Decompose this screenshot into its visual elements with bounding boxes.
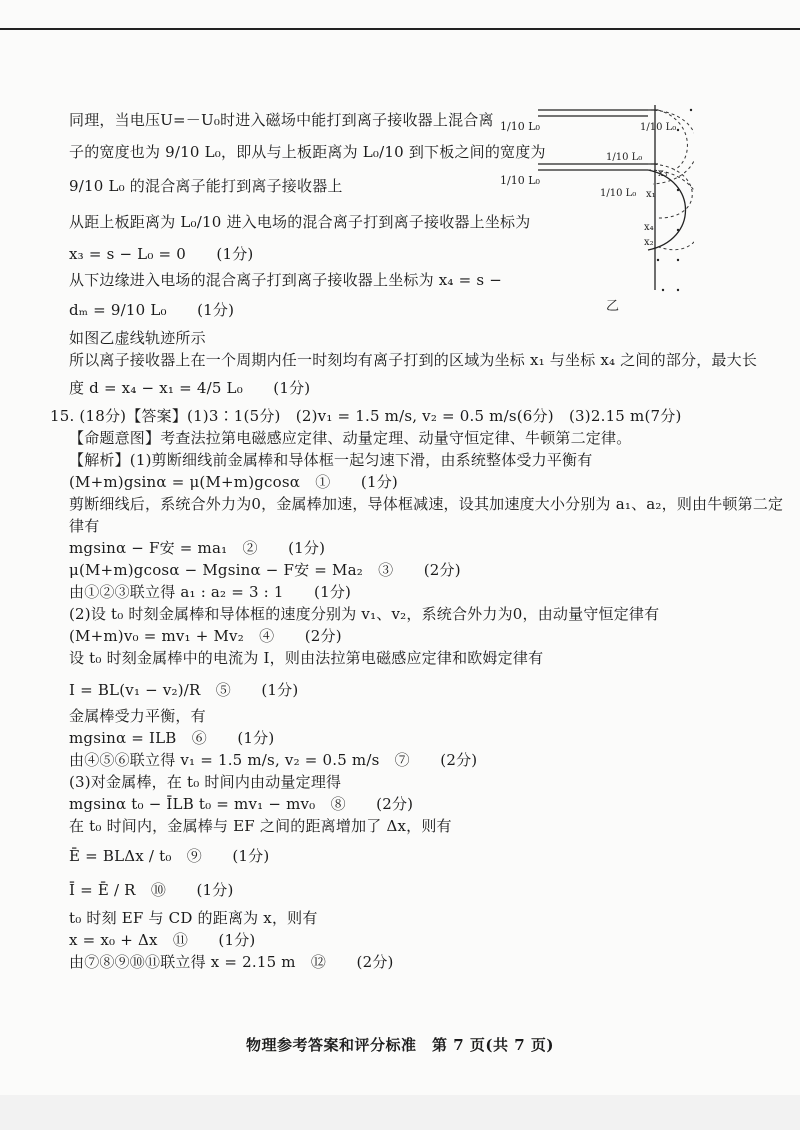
q15-line-6: 律有 [69,517,100,535]
q15-line-2: 【命题意图】考查法拉第电磁感应定律、动量定理、动量守恒定律、牛顿第二定律。 [69,429,632,447]
page-footer: 物理参考答案和评分标准 第 7 页(共 7 页) [246,1036,554,1054]
p14-line-10: 度 d = x₄ − x₁ = 4/5 L₀ (1分) [69,379,311,397]
label-x2: x₂ [644,237,654,248]
label-x3: x₃ [658,168,668,179]
q15-line-23: x = x₀ + Δx ⑪ (1分) [69,931,256,949]
p14-line-5: x₃ = s − L₀ = 0 (1分) [69,245,254,263]
q15-line-19: 在 t₀ 时间内，金属棒与 EF 之间的距离增加了 Δx，则有 [69,817,452,835]
q15-line-3: 【解析】(1)剪断细线前金属棒和导体框一起匀速下滑，由系统整体受力平衡有 [69,451,593,469]
p14-line-9: 所以离子接收器上在一个周期内任一时刻均有离子打到的区域为坐标 x₁ 与坐标 x₄ 之间的部分，最大长 [69,351,758,369]
label-tenth-top-right: 1/10 L₀ [640,122,677,133]
label-x1: x₁ [646,189,656,200]
q15-line-20: Ē = BLΔx / t₀ ⑨ (1分) [69,847,270,865]
q15-line-8: μ(M+m)gcosα − Mgsinα − F安 = Ma₂ ③ (2分) [69,561,461,579]
q15-line-17: (3)对金属棒，在 t₀ 时间内由动量定理得 [69,773,342,791]
p14-line-2: 子的宽度也为 9/10 L₀，即从与上板距离为 L₀/10 到下板之间的宽度为 [69,143,546,161]
q15-line-21: Ī = Ē / R ⑩ (1分) [69,881,234,899]
q15-line-4: (M+m)gsinα = μ(M+m)gcosα ① (1分) [69,473,398,491]
q15-line-5: 剪断细线后，系统合外力为0，金属棒加速，导体框减速，设其加速度大小分别为 a₁、a₂，则由牛顿第二定 [69,495,784,513]
p14-line-3: 9/10 L₀ 的混合离子能打到离子接收器上 [69,177,343,195]
label-tenth-mid-lower: 1/10 L₀ [600,188,637,199]
p14-line-4: 从距上板距离为 L₀/10 进入电场的混合离子打到离子接收器上坐标为 [69,213,531,231]
p14-line-1: 同理，当电压U=－U₀时进入磁场中能打到离子接收器上混合离 [69,111,494,129]
q15-line-1: 15. (18分)【答案】(1)3∶1(5分) (2)v₁ = 1.5 m/s, v₂ = 0.5 m/s(6分) (3)2.15 m(7分) [50,407,682,425]
q15-line-18: mgsinα t₀ − ĪLB t₀ = mv₁ − mv₀ ⑧ (2分) [69,795,414,813]
q15-line-22: t₀ 时刻 EF 与 CD 的距离为 x，则有 [69,909,318,927]
label-tenth-mid-left: 1/10 L₀ [500,174,540,187]
q15-line-14: 金属棒受力平衡，有 [69,707,206,725]
p14-line-7: dₘ = 9/10 L₀ (1分) [69,301,235,319]
q15-line-15: mgsinα = ILB ⑥ (1分) [69,729,275,747]
q15-line-7: mgsinα − F安 = ma₁ ② (1分) [69,539,326,557]
p14-line-8: 如图乙虚线轨迹所示 [69,329,206,347]
q15-line-10: (2)设 t₀ 时刻金属棒和导体框的速度分别为 v₁、v₂，系统合外力为0，由动量守恒定律有 [69,605,660,623]
q15-line-12: 设 t₀ 时刻金属棒中的电流为 I，则由法拉第电磁感应定律和欧姆定律有 [69,649,544,667]
top-rule [0,28,800,30]
label-tenth-mid-upper: 1/10 L₀ [606,152,643,163]
q15-line-9: 由①②③联立得 a₁ : a₂ = 3 : 1 (1分) [69,583,352,601]
q15-line-13: I = BL(v₁ − v₂)/R ⑤ (1分) [69,681,299,699]
label-tenth-top-left: 1/10 L₀ [500,120,540,133]
trajectory-figure [498,100,694,316]
q15-line-24: 由⑦⑧⑨⑩⑪联立得 x = 2.15 m ⑫ (2分) [69,953,394,971]
figure-caption: 乙 [606,299,620,314]
q15-line-16: 由④⑤⑥联立得 v₁ = 1.5 m/s, v₂ = 0.5 m/s ⑦ (2分) [69,751,478,769]
label-x4: x₄ [644,222,654,233]
q15-line-11: (M+m)v₀ = mv₁ + Mv₂ ④ (2分) [69,627,342,645]
p14-line-6: 从下边缘进入电场的混合离子打到离子接收器上坐标为 x₄ = s − [69,271,502,289]
